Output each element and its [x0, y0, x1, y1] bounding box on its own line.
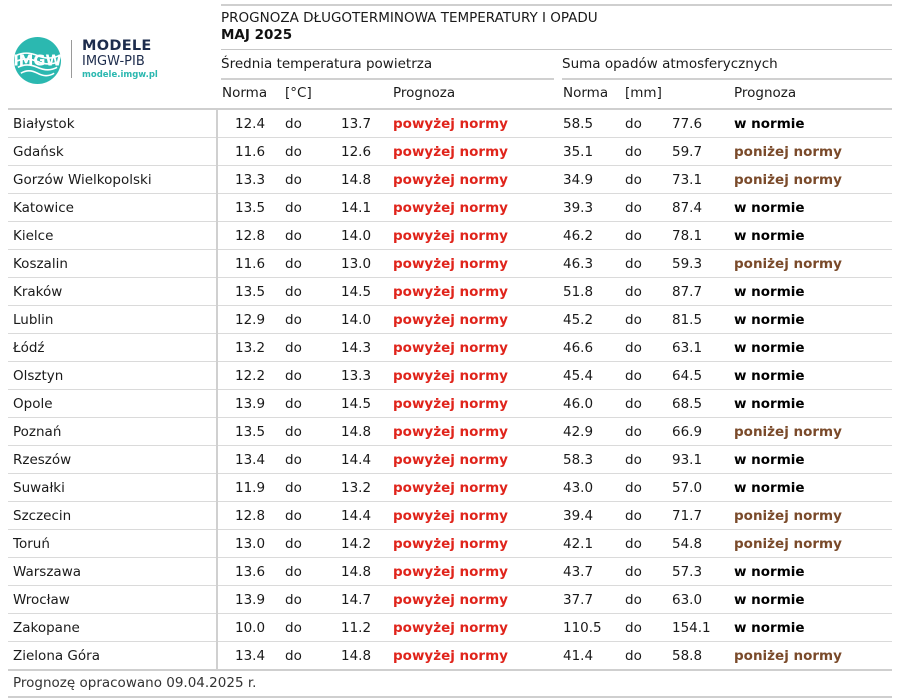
- temp-norm-low-cell: 12.4: [235, 116, 266, 132]
- temp-norm-high-cell: 14.7: [341, 592, 372, 608]
- temp-norm-high-cell: 14.8: [341, 424, 372, 440]
- precip-norm-low-cell: 58.5: [563, 116, 594, 132]
- temp-forecast-cell: powyżej normy: [393, 452, 508, 468]
- precip-norm-low-cell: 39.4: [563, 508, 594, 524]
- temp-forecast-cell: powyżej normy: [393, 480, 508, 496]
- temp-range-sep-cell: do: [285, 424, 302, 440]
- precip-forecast-cell: w normie: [734, 284, 805, 300]
- city-cell: Wrocław: [13, 592, 70, 608]
- temp-forecast-cell: powyżej normy: [393, 256, 508, 272]
- city-cell: Toruń: [13, 536, 50, 552]
- temp-forecast-cell: powyżej normy: [393, 648, 508, 664]
- precip-forecast-cell: w normie: [734, 592, 805, 608]
- temp-norm-low-cell: 13.6: [235, 564, 266, 580]
- temp-range-sep-cell: do: [285, 312, 302, 328]
- precip-forecast-cell: w normie: [734, 620, 805, 636]
- precip-forecast-cell: w normie: [734, 340, 805, 356]
- page-subtitle: MAJ 2025: [221, 27, 293, 43]
- temp-forecast-cell: powyżej normy: [393, 620, 508, 636]
- temp-range-sep-cell: do: [285, 508, 302, 524]
- table-row: [8, 558, 892, 586]
- table-row: [8, 530, 892, 558]
- temp-norm-low-cell: 13.4: [235, 452, 266, 468]
- temp-forecast-cell: powyżej normy: [393, 312, 508, 328]
- temp-norm-high-cell: 12.6: [341, 144, 372, 160]
- precip-range-sep-cell: do: [625, 284, 642, 300]
- table-row: [8, 110, 892, 138]
- precip-norm-high-cell: 71.7: [672, 508, 703, 524]
- table-row: [8, 278, 892, 306]
- logo-site: modele.imgw.pl: [82, 70, 158, 80]
- group-rule-temperature: [221, 78, 554, 80]
- precip-range-sep-cell: do: [625, 424, 642, 440]
- temp-norm-high-cell: 14.4: [341, 452, 372, 468]
- precip-range-sep-cell: do: [625, 536, 642, 552]
- table-bottom-rule: [8, 669, 892, 671]
- temp-range-sep-cell: do: [285, 564, 302, 580]
- temp-range-sep-cell: do: [285, 340, 302, 356]
- temp-norm-high-cell: 14.8: [341, 172, 372, 188]
- city-cell: Rzeszów: [13, 452, 72, 468]
- temp-norm-high-cell: 14.1: [341, 200, 372, 216]
- city-column-divider: [216, 110, 218, 670]
- city-cell: Zakopane: [13, 620, 80, 636]
- temp-range-sep-cell: do: [285, 284, 302, 300]
- temp-norm-high-cell: 14.8: [341, 648, 372, 664]
- precip-forecast-cell: w normie: [734, 480, 805, 496]
- temp-norm-low-cell: 12.2: [235, 368, 266, 384]
- precip-forecast-cell: w normie: [734, 116, 805, 132]
- temp-norm-high-cell: 14.2: [341, 536, 372, 552]
- precip-norm-high-cell: 63.1: [672, 340, 703, 356]
- temp-forecast-cell: powyżej normy: [393, 284, 508, 300]
- temp-range-sep-cell: do: [285, 368, 302, 384]
- city-cell: Kraków: [13, 284, 63, 300]
- precip-forecast-cell: w normie: [734, 452, 805, 468]
- precip-norm-high-cell: 78.1: [672, 228, 703, 244]
- precip-range-sep-cell: do: [625, 480, 642, 496]
- table-row: [8, 334, 892, 362]
- city-cell: Gdańsk: [13, 144, 64, 160]
- precip-range-sep-cell: do: [625, 172, 642, 188]
- table-row: [8, 390, 892, 418]
- temp-range-sep-cell: do: [285, 396, 302, 412]
- temp-norm-high-cell: 13.3: [341, 368, 372, 384]
- city-cell: Białystok: [13, 116, 75, 132]
- temp-norm-low-cell: 13.3: [235, 172, 266, 188]
- table-row: [8, 502, 892, 530]
- temp-norm-high-cell: 14.3: [341, 340, 372, 356]
- temp-range-sep-cell: do: [285, 592, 302, 608]
- forecast-table-body: [8, 110, 892, 670]
- temp-norm-low-cell: 13.0: [235, 536, 266, 552]
- temp-norm-low-cell: 13.4: [235, 648, 266, 664]
- precip-range-sep-cell: do: [625, 592, 642, 608]
- precip-range-sep-cell: do: [625, 564, 642, 580]
- precip-forecast-cell: poniżej normy: [734, 536, 842, 552]
- precip-forecast-cell: poniżej normy: [734, 648, 842, 664]
- precip-norm-high-cell: 87.7: [672, 284, 703, 300]
- precip-norm-low-cell: 46.6: [563, 340, 594, 356]
- precip-norm-high-cell: 154.1: [672, 620, 711, 636]
- group-rule-precipitation: [562, 78, 892, 80]
- precip-range-sep-cell: do: [625, 648, 642, 664]
- temp-forecast-cell: powyżej normy: [393, 564, 508, 580]
- temp-norm-low-cell: 13.5: [235, 424, 266, 440]
- precip-forecast-cell: w normie: [734, 396, 805, 412]
- precip-norm-high-cell: 73.1: [672, 172, 703, 188]
- city-cell: Kielce: [13, 228, 54, 244]
- temp-range-sep-cell: do: [285, 256, 302, 272]
- temp-forecast-cell: powyżej normy: [393, 536, 508, 552]
- group-header-temperature: Średnia temperatura powietrza: [221, 56, 433, 72]
- precip-norm-low-cell: 35.1: [563, 144, 594, 160]
- temp-forecast-cell: powyżej normy: [393, 200, 508, 216]
- temp-norm-high-cell: 11.2: [341, 620, 372, 636]
- table-row: [8, 418, 892, 446]
- precip-forecast-cell: poniżej normy: [734, 144, 842, 160]
- temp-range-sep-cell: do: [285, 536, 302, 552]
- imgw-logo: [13, 36, 163, 88]
- temp-norm-low-cell: 12.9: [235, 312, 266, 328]
- precip-range-sep-cell: do: [625, 200, 642, 216]
- footer-note: Prognozę opracowano 09.04.2025 r.: [13, 675, 257, 691]
- temp-forecast-cell: powyżej normy: [393, 508, 508, 524]
- page-title: PROGNOZA DŁUGOTERMINOWA TEMPERATURY I OPADU: [221, 10, 598, 26]
- group-header-precipitation: Suma opadów atmosferycznych: [562, 56, 778, 72]
- temp-range-sep-cell: do: [285, 648, 302, 664]
- table-row: [8, 250, 892, 278]
- precip-norm-low-cell: 41.4: [563, 648, 594, 664]
- temp-norm-low-cell: 11.6: [235, 256, 266, 272]
- table-row: [8, 306, 892, 334]
- temp-forecast-cell: powyżej normy: [393, 396, 508, 412]
- temp-forecast-cell: powyżej normy: [393, 424, 508, 440]
- precip-norm-low-cell: 45.2: [563, 312, 594, 328]
- temp-forecast-cell: powyżej normy: [393, 116, 508, 132]
- precip-forecast-cell: poniżej normy: [734, 424, 842, 440]
- table-row: [8, 194, 892, 222]
- precip-range-sep-cell: do: [625, 144, 642, 160]
- precip-range-sep-cell: do: [625, 228, 642, 244]
- precip-forecast-cell: w normie: [734, 564, 805, 580]
- precip-norm-high-cell: 81.5: [672, 312, 703, 328]
- temp-norm-high-cell: 14.4: [341, 508, 372, 524]
- precip-forecast-cell: poniżej normy: [734, 172, 842, 188]
- precip-norm-low-cell: 42.1: [563, 536, 594, 552]
- table-row: [8, 362, 892, 390]
- precip-norm-low-cell: 43.7: [563, 564, 594, 580]
- temp-norm-high-cell: 13.0: [341, 256, 372, 272]
- logo-mark-text: IMGW: [13, 52, 62, 70]
- city-cell: Olsztyn: [13, 368, 64, 384]
- temp-norm-high-cell: 14.0: [341, 228, 372, 244]
- precip-range-sep-cell: do: [625, 312, 642, 328]
- temp-norm-high-cell: 14.5: [341, 284, 372, 300]
- precip-norm-high-cell: 59.3: [672, 256, 703, 272]
- col-header-temp-prognoza: Prognoza: [393, 85, 456, 101]
- col-header-precip-unit: [mm]: [625, 85, 662, 101]
- precip-range-sep-cell: do: [625, 620, 642, 636]
- city-cell: Zielona Góra: [13, 648, 100, 664]
- temp-range-sep-cell: do: [285, 452, 302, 468]
- temp-norm-low-cell: 10.0: [235, 620, 266, 636]
- precip-norm-low-cell: 46.2: [563, 228, 594, 244]
- temp-norm-low-cell: 12.8: [235, 508, 266, 524]
- city-cell: Poznań: [13, 424, 62, 440]
- col-header-temp-unit: [°C]: [285, 85, 312, 101]
- precip-forecast-cell: poniżej normy: [734, 508, 842, 524]
- logo-org: IMGW-PIB: [82, 54, 145, 69]
- table-row: [8, 446, 892, 474]
- temp-norm-low-cell: 13.9: [235, 592, 266, 608]
- temp-forecast-cell: powyżej normy: [393, 368, 508, 384]
- precip-range-sep-cell: do: [625, 452, 642, 468]
- temp-range-sep-cell: do: [285, 480, 302, 496]
- city-cell: Warszawa: [13, 564, 82, 580]
- table-row: [8, 586, 892, 614]
- temp-norm-high-cell: 13.7: [341, 116, 372, 132]
- precip-forecast-cell: w normie: [734, 200, 805, 216]
- temp-norm-low-cell: 13.2: [235, 340, 266, 356]
- temp-forecast-cell: powyżej normy: [393, 340, 508, 356]
- precip-range-sep-cell: do: [625, 508, 642, 524]
- table-row: [8, 642, 892, 670]
- precip-norm-high-cell: 57.0: [672, 480, 703, 496]
- temp-range-sep-cell: do: [285, 620, 302, 636]
- city-cell: Katowice: [13, 200, 74, 216]
- precip-range-sep-cell: do: [625, 368, 642, 384]
- city-cell: Suwałki: [13, 480, 65, 496]
- temp-forecast-cell: powyżej normy: [393, 172, 508, 188]
- precip-norm-high-cell: 66.9: [672, 424, 703, 440]
- precip-norm-high-cell: 63.0: [672, 592, 703, 608]
- logo-divider: [71, 40, 72, 78]
- table-row: [8, 138, 892, 166]
- city-cell: Lublin: [13, 312, 54, 328]
- table-row: [8, 222, 892, 250]
- temp-forecast-cell: powyżej normy: [393, 228, 508, 244]
- precip-forecast-cell: w normie: [734, 368, 805, 384]
- precip-norm-high-cell: 57.3: [672, 564, 703, 580]
- precip-range-sep-cell: do: [625, 116, 642, 132]
- temp-norm-high-cell: 14.5: [341, 396, 372, 412]
- precip-norm-low-cell: 110.5: [563, 620, 602, 636]
- temp-range-sep-cell: do: [285, 200, 302, 216]
- col-header-temp-norma: Norma: [222, 85, 268, 101]
- table-row: [8, 166, 892, 194]
- city-cell: Koszalin: [13, 256, 68, 272]
- footer-rule: [8, 696, 892, 698]
- logo-name: MODELE: [82, 38, 152, 54]
- precip-norm-low-cell: 45.4: [563, 368, 594, 384]
- temp-norm-high-cell: 14.8: [341, 564, 372, 580]
- temp-range-sep-cell: do: [285, 144, 302, 160]
- temp-range-sep-cell: do: [285, 116, 302, 132]
- temp-norm-low-cell: 13.5: [235, 284, 266, 300]
- city-cell: Łódź: [13, 340, 45, 356]
- temp-norm-high-cell: 14.0: [341, 312, 372, 328]
- temp-norm-low-cell: 13.5: [235, 200, 266, 216]
- precip-range-sep-cell: do: [625, 256, 642, 272]
- temp-range-sep-cell: do: [285, 172, 302, 188]
- city-cell: Gorzów Wielkopolski: [13, 172, 152, 188]
- table-row: [8, 474, 892, 502]
- precip-norm-high-cell: 64.5: [672, 368, 703, 384]
- precip-norm-low-cell: 46.0: [563, 396, 594, 412]
- precip-norm-high-cell: 77.6: [672, 116, 703, 132]
- temp-range-sep-cell: do: [285, 228, 302, 244]
- imgw-logo-icon: [13, 36, 62, 85]
- temp-norm-low-cell: 11.6: [235, 144, 266, 160]
- precip-norm-high-cell: 58.8: [672, 648, 703, 664]
- city-cell: Szczecin: [13, 508, 72, 524]
- city-cell: Opole: [13, 396, 53, 412]
- temp-forecast-cell: powyżej normy: [393, 144, 508, 160]
- top-rule: [221, 4, 892, 6]
- precip-norm-low-cell: 42.9: [563, 424, 594, 440]
- precip-range-sep-cell: do: [625, 396, 642, 412]
- precip-norm-low-cell: 39.3: [563, 200, 594, 216]
- temp-forecast-cell: powyżej normy: [393, 592, 508, 608]
- precip-forecast-cell: w normie: [734, 228, 805, 244]
- precip-norm-low-cell: 51.8: [563, 284, 594, 300]
- col-header-precip-prognoza: Prognoza: [734, 85, 797, 101]
- precip-norm-low-cell: 34.9: [563, 172, 594, 188]
- title-rule: [221, 49, 892, 50]
- precip-norm-high-cell: 59.7: [672, 144, 703, 160]
- precip-forecast-cell: poniżej normy: [734, 256, 842, 272]
- precip-norm-low-cell: 46.3: [563, 256, 594, 272]
- precip-norm-low-cell: 43.0: [563, 480, 594, 496]
- precip-norm-high-cell: 93.1: [672, 452, 703, 468]
- col-header-precip-norma: Norma: [563, 85, 609, 101]
- precip-norm-high-cell: 68.5: [672, 396, 703, 412]
- table-row: [8, 614, 892, 642]
- precip-forecast-cell: w normie: [734, 312, 805, 328]
- temp-norm-low-cell: 11.9: [235, 480, 266, 496]
- precip-norm-high-cell: 87.4: [672, 200, 703, 216]
- precip-range-sep-cell: do: [625, 340, 642, 356]
- temp-norm-low-cell: 12.8: [235, 228, 266, 244]
- temp-norm-low-cell: 13.9: [235, 396, 266, 412]
- temp-norm-high-cell: 13.2: [341, 480, 372, 496]
- precip-norm-low-cell: 37.7: [563, 592, 594, 608]
- precip-norm-low-cell: 58.3: [563, 452, 594, 468]
- precip-norm-high-cell: 54.8: [672, 536, 703, 552]
